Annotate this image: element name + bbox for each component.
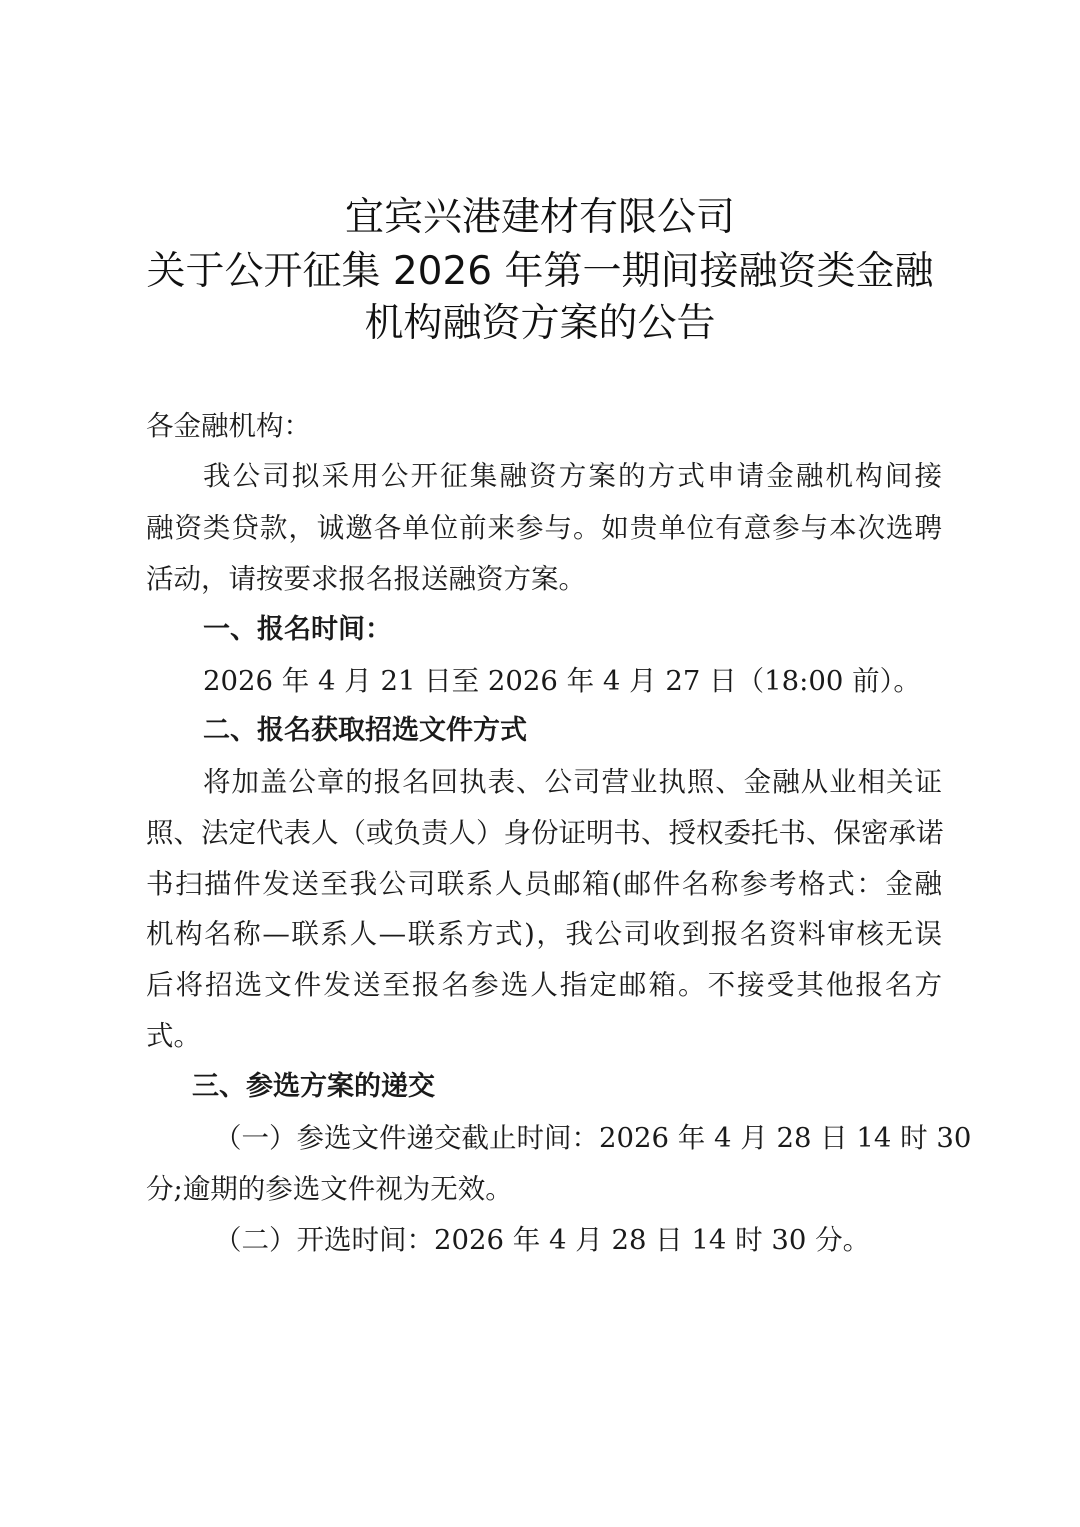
section3-heading: 三、参选方案的递交 (192, 1071, 435, 1102)
section3-item1-line-1: （一）参选文件递交截止时间：2026 年 4 月 28 日 14 时 30 (214, 1122, 972, 1154)
section2-line-1: 将加盖公章的报名回执表、公司营业执照、金融从业相关证 (203, 766, 942, 798)
section1-text: 2026 年 4 月 21 日至 2026 年 4 月 27 日（18:00 前）。 (203, 665, 921, 697)
intro-line-3: 活动，请按要求报名报送融资方案。 (146, 563, 586, 595)
intro-line-1: 我公司拟采用公开征集融资方案的方式申请金融机构间接 (203, 460, 942, 492)
section2-line-2: 照、法定代表人（或负责人）身份证明书、授权委托书、保密承诺 (146, 817, 944, 849)
section1-heading: 一、报名时间： (203, 614, 392, 645)
section3-item2: （二）开选时间：2026 年 4 月 28 日 14 时 30 分。 (214, 1224, 871, 1256)
intro-line-2: 融资类贷款，诚邀各单位前来参与。如贵单位有意参与本次选聘 (146, 512, 942, 544)
title-line-2: 关于公开征集 2026 年第一期间接融资类金融 (146, 249, 934, 294)
section2-heading: 二、报名获取招选文件方式 (203, 715, 527, 746)
section2-line-5: 后将招选文件发送至报名参选人指定邮箱。不接受其他报名方 (146, 969, 942, 1001)
section3-item1-line-2: 分;逾期的参选文件视为无效。 (146, 1173, 513, 1205)
section2-line-4: 机构名称—联系人—联系方式)，我公司收到报名资料审核无误 (146, 918, 942, 950)
title-line-3: 机构融资方案的公告 (364, 301, 716, 346)
title-line-1: 宜宾兴港建材有限公司 (344, 195, 735, 240)
section2-line-6: 式。 (146, 1020, 201, 1052)
salutation: 各金融机构： (146, 410, 311, 442)
section2-line-3: 书扫描件发送至我公司联系人员邮箱(邮件名称参考格式：金融 (146, 868, 942, 900)
